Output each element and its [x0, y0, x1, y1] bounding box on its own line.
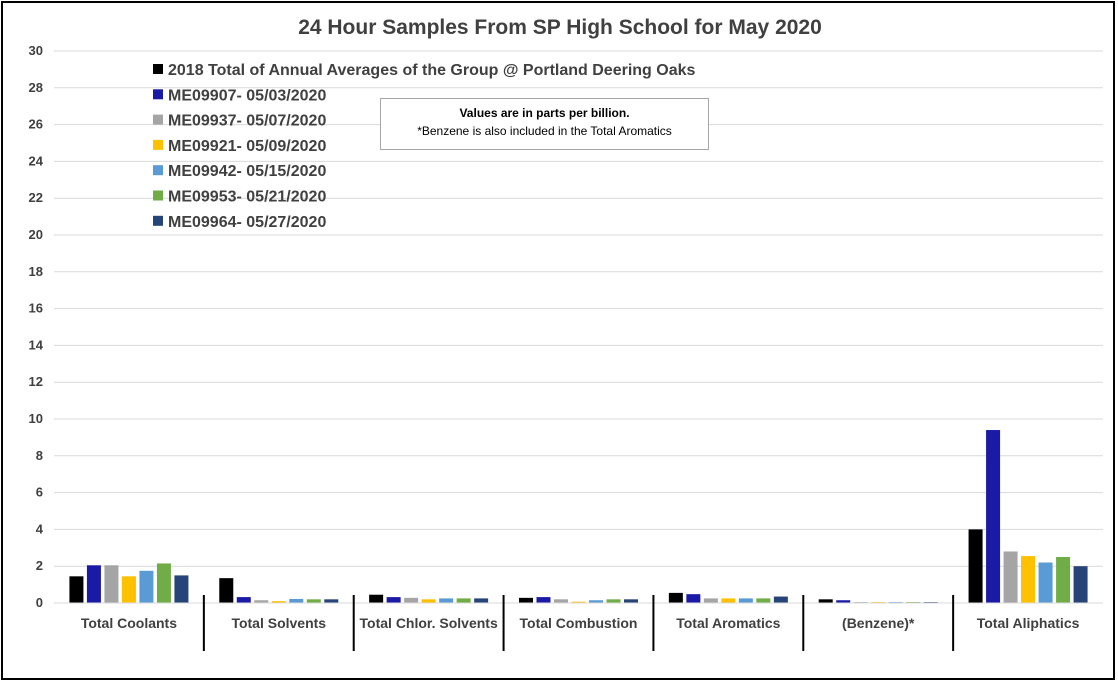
bar: [774, 597, 788, 603]
legend-label: 2018 Total of Annual Averages of the Group @ Portland Deering Oaks: [168, 62, 696, 79]
legend-label: ME09937- 05/07/2020: [168, 112, 327, 130]
annotation-box: [380, 98, 709, 150]
y-tick-label: 14: [28, 337, 43, 353]
y-tick-label: 6: [35, 484, 43, 500]
bar: [669, 593, 683, 603]
bar: [474, 598, 488, 603]
y-tick-label: 26: [28, 116, 43, 132]
bar: [457, 598, 471, 603]
legend-label: ME09921- 05/09/2020: [168, 137, 327, 155]
legend-swatch: [153, 165, 163, 175]
bar: [1056, 557, 1070, 603]
bar: [289, 599, 303, 603]
bar: [69, 576, 83, 603]
bar: [686, 594, 700, 603]
bar: [969, 529, 983, 603]
x-category-label: Total Solvents: [231, 615, 327, 631]
x-category-label: Total Chlor. Solvents: [359, 615, 498, 631]
y-tick-label: 16: [28, 300, 43, 316]
bar: [519, 598, 533, 603]
bar: [986, 430, 1000, 603]
bar: [174, 575, 188, 603]
y-tick-label: 18: [28, 263, 43, 279]
x-category-label: (Benzene)*: [842, 615, 915, 631]
bar: [219, 578, 233, 603]
bar: [237, 597, 251, 603]
x-category-label: Total Combustion: [519, 615, 638, 631]
y-tick-label: 12: [28, 374, 43, 390]
bar: [819, 599, 833, 603]
bar: [537, 597, 551, 603]
bar: [739, 598, 753, 603]
bar: [404, 598, 418, 603]
legend-swatch: [153, 64, 163, 74]
bar: [1004, 551, 1018, 603]
legend-swatch: [153, 115, 163, 125]
bar: [122, 576, 136, 603]
legend-swatch: [153, 191, 163, 201]
y-tick-label: 24: [28, 153, 43, 169]
bar: [1074, 566, 1088, 603]
bar: [139, 571, 153, 603]
legend-label: ME09942- 05/15/2020: [168, 163, 327, 181]
y-tick-label: 8: [35, 447, 43, 463]
annotation-units: Values are in parts per billion.: [459, 106, 630, 120]
chart-frame: [1, 1, 1115, 680]
y-tick-label: 10: [28, 411, 43, 426]
bar: [1021, 556, 1035, 603]
y-tick-label: 0: [35, 595, 43, 610]
bar: [704, 598, 718, 603]
x-category-label: Total Aliphatics: [976, 615, 1080, 631]
legend-swatch: [153, 89, 163, 99]
legend-label: ME09953- 05/21/2020: [168, 188, 327, 206]
legend-swatch: [153, 140, 163, 150]
legend-label: ME09964- 05/27/2020: [168, 213, 327, 231]
chart-title: 24 Hour Samples From SP High School for May 2020: [298, 16, 822, 39]
bar: [387, 597, 401, 603]
y-tick-label: 22: [28, 190, 43, 206]
annotation-benzene-note: *Benzene is also included in the Total Aromatics: [417, 124, 672, 138]
x-axis-category-labels: [81, 615, 1080, 631]
y-tick-label: 2: [35, 558, 43, 574]
bar: [324, 599, 338, 603]
bar: [607, 599, 621, 603]
bar: [624, 599, 638, 603]
bar: [157, 563, 171, 603]
x-category-label: Total Coolants: [80, 615, 178, 631]
y-tick-label: 4: [35, 521, 43, 537]
bar: [422, 599, 436, 603]
bar: [369, 595, 383, 603]
legend-swatch: [153, 216, 163, 226]
bar: [1039, 563, 1053, 603]
y-tick-label: 20: [28, 227, 43, 242]
y-axis-tick-labels: [29, 43, 44, 610]
bar: [307, 599, 321, 603]
bar: [554, 599, 568, 603]
legend-label: ME09907- 05/03/2020: [168, 87, 327, 105]
bar: [104, 565, 118, 603]
bar: [87, 565, 101, 603]
bar: [439, 598, 453, 603]
x-category-label: Total Aromatics: [676, 615, 781, 631]
y-tick-label: 30: [28, 43, 43, 58]
bar: [721, 598, 735, 603]
y-tick-label: 28: [28, 79, 43, 95]
bar: [756, 598, 770, 603]
